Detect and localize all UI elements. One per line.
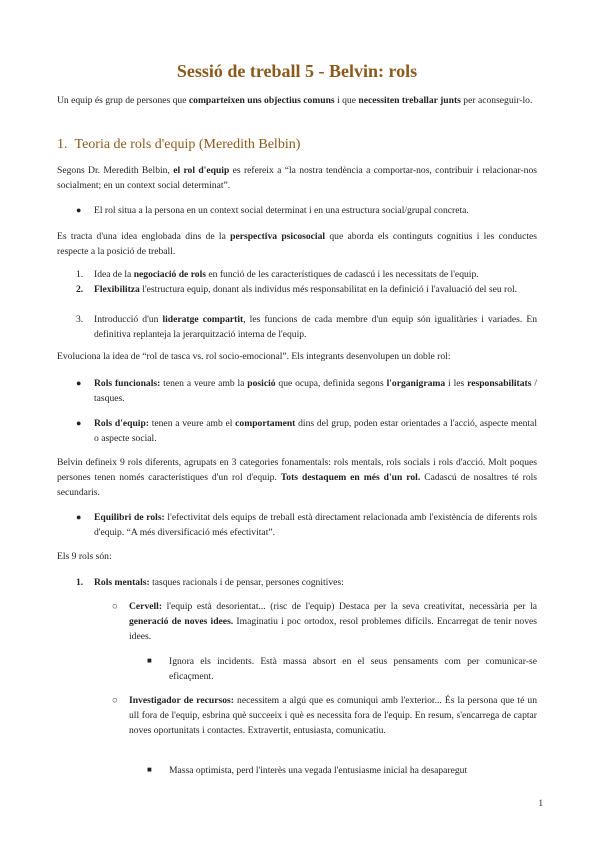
list-item: 1. Rols mentals: tasques racionals i de pensar, persones cognitives: xyxy=(76,577,344,588)
list-item: 2. Flexibilitza l'estructura equip, donant als individus més responsabilitat en la definició i l'avaluació del seu rol. xyxy=(76,284,518,295)
list-item: ● Rols d'equip: tenen a veure amb el comportament dins del grup, poden estar orientades a l'acció, aspecte mental o aspecte social. xyxy=(76,417,537,447)
bullet-icon: ● xyxy=(76,512,82,522)
list-item: ○ Investigador de recursos: necessitem a algú que es comuniqui amb l'exterior... És la persona que té un ull fora de l'equip, esbrina què succeeix i què es necessita fora de l'equip. En resum, s'encarrega de captar noves oportunitats i contactes. Extravertit, entusiasta, comunicatiu. xyxy=(112,694,537,739)
section-title: Teoria de rols d'equip (Meredith Belbin) xyxy=(74,137,301,152)
paragraph-evoluciona: Evoluciona la idea de “rol de tasca vs. rol socio-emocional”. Els integrants desenvolupen un doble rol: xyxy=(57,351,451,362)
list-item: ● El rol situa a la persona en un context social determinat i en una estructura social/grupal concreta. xyxy=(76,204,537,219)
square-bullet-icon: ■ xyxy=(147,765,152,774)
list-item: ■ Ignora els incidents. Està massa absort en el seus pensaments com per comunicar-se eficaçment. xyxy=(147,655,537,685)
list-item: 1. Idea de la negociació de rols en funció de les característiques de cadascú i les necessitats de l'equip. xyxy=(76,269,479,280)
list-item: ○ Cervell: l'equip està desorientat... (risc de l'equip) Destaca per la seva creativitat, necessària per la generació de noves idees. Imaginatiu i poc ortodox, resol problemes difícils. Encarregat de tenir noves idees. xyxy=(112,600,537,645)
intro-paragraph: Un equip és grup de persones que comparteixen uns objectius comuns i que necessiten treballar junts per aconseguir-lo. xyxy=(57,95,533,106)
list-item: ● Equilibri de rols: l'efectivitat dels equips de treball està directament relacionada amb l'existència de diferents rols d'equip. “A més diversificació més efectivitat”. xyxy=(76,511,537,541)
paragraph-belvin: Belvin defineix 9 rols diferents, agrupats en 3 categories fonamentals: rols mentals, rols socials i rols d'acció. Molt poques persones tenen només característiques d'un rol d'equip. Tots destaquem en més d'un rol. Cadascú de nosaltres té rols secundaris. xyxy=(57,457,538,498)
list-item: 3. Introducció d'un lideratge compartit, les funcions de cada membre d'un equip són igualitàries i variades. En definitiva replanteja la jerarquització interna de l'equip. xyxy=(76,314,537,340)
section-number: 1. xyxy=(57,137,68,152)
page-title: Sessió de treball 5 - Belvin: rols xyxy=(176,61,418,81)
bullet-icon: ● xyxy=(76,418,82,428)
section-heading xyxy=(57,134,300,156)
paragraph-9rols: Els 9 rols són: xyxy=(57,551,112,562)
paragraph-idea: Es tracta d'una idea englobada dins de la perspectiva psicosocial que aborda els continguts cognitius i les conductes respecte a la posició de treball. xyxy=(57,231,537,257)
bullet-icon: ● xyxy=(76,205,82,215)
list-item: ● Rols funcionals: tenen a veure amb la posició que ocupa, definida segons l'organigrama i les responsabilitats / tasques. xyxy=(76,377,537,407)
list-item: ■ Massa optimista, perd l'interès una vegada l'entusiasme inicial ha desaparegut xyxy=(147,764,537,779)
paragraph-segons: Segons Dr. Meredith Belbin, el rol d'equip es refereix a “la nostra tendència a comportar-nos, contribuir i relacionar-nos socialment; en un context social determinat”. xyxy=(57,165,538,191)
circle-bullet-icon: ○ xyxy=(112,601,118,612)
circle-bullet-icon: ○ xyxy=(112,695,118,706)
page-number: 1 xyxy=(538,798,543,808)
square-bullet-icon: ■ xyxy=(147,656,152,665)
bullet-icon: ● xyxy=(76,378,82,388)
